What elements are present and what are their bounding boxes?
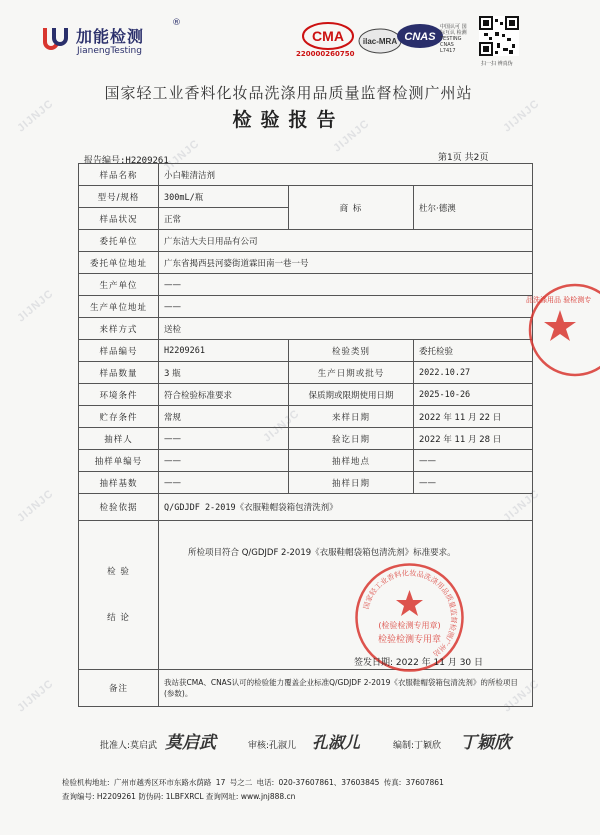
qr-code-icon[interactable]: [479, 16, 519, 56]
footer-query: 查询编号: H2209261 防伪码: 1LBFXRCL 查询网址: www.jnj888.cn: [62, 792, 296, 801]
table-cell: 2025-10-26: [414, 384, 533, 406]
table-label: 环境条件: [79, 384, 159, 406]
conclusion-label-line1: 检 验: [107, 567, 130, 577]
table-row: [79, 362, 533, 384]
table-cell: ——: [159, 472, 289, 494]
table-row: [79, 494, 533, 521]
conclusion-cell: [159, 521, 533, 670]
report-title: 检验报告: [232, 109, 345, 131]
table-label: 生产单位: [79, 274, 159, 296]
table-label: 抽样单编号: [79, 450, 159, 472]
report-number: 报告编号:H2209261: [84, 156, 169, 166]
table-cell: 2022 年 11 月 28 日: [414, 428, 533, 450]
table-row: [79, 318, 533, 340]
compiler: 编制:丁颖欣: [393, 741, 442, 751]
issue-date: 签发日期: 2022 年 11 月 30 日: [354, 658, 484, 668]
table-cell: 广东洁大夫日用品有公司: [159, 230, 533, 252]
table-label: 商 标: [289, 186, 414, 230]
table-cell: H2209261: [159, 340, 289, 362]
table-cell: 送检: [159, 318, 533, 340]
table-cell: 小白鞋清洁剂: [159, 164, 533, 186]
table-label: 样品状况: [79, 208, 159, 230]
table-cell: ——: [414, 472, 533, 494]
table-row: [79, 670, 533, 707]
table-label: 委托单位地址: [79, 252, 159, 274]
cnas-subtext: 中国认可 国际互认 检测 TESTING CNAS L7417: [440, 24, 467, 54]
table-cell: 符合检验标准要求: [159, 384, 289, 406]
watermark: JIJNJC: [501, 487, 543, 525]
ilac-text: ilac-MRA: [362, 37, 398, 46]
table-row: [79, 406, 533, 428]
table-row: [79, 252, 533, 274]
registered-mark: ®: [172, 18, 181, 28]
table-cell: ——: [414, 450, 533, 472]
table-cell: 广东省揭西县河婆街道霖田南一巷一号: [159, 252, 533, 274]
table-label: 来样日期: [289, 406, 414, 428]
table-label: 抽样地点: [289, 450, 414, 472]
watermark: JIJNJC: [15, 287, 57, 325]
table-cell: ——: [159, 450, 289, 472]
table-row: [79, 384, 533, 406]
table-label: 样品编号: [79, 340, 159, 362]
table-label: 检验依据: [79, 494, 159, 521]
table-cell: 委托检验: [414, 340, 533, 362]
table-cell: 2022 年 11 月 22 日: [414, 406, 533, 428]
watermark: JIJNJC: [501, 677, 543, 715]
page-number: 第1页 共2页: [438, 153, 489, 163]
side-seal-text: 品洗涤用品 验检测专: [526, 296, 592, 304]
cnas-logo-icon: [396, 22, 444, 50]
footer-address: 检验机构地址: 广州市越秀区环市东路水荫路 17 号之二 电话: 020-37607861、37603845 传真: 37607861: [62, 778, 444, 787]
table-row: [79, 186, 533, 208]
table-label: 型号/规格: [79, 186, 159, 208]
table-label: 抽样基数: [79, 472, 159, 494]
remark-cell: 我站获CMA、CNAS认可的检验能力覆盖企业标准Q/GDJDF 2-2019《衣服鞋帽袋箱包清洗剂》的所检项目(参数)。: [159, 670, 533, 707]
table-label: 抽样人: [79, 428, 159, 450]
table-row: [79, 340, 533, 362]
logo-mark-icon: [40, 24, 70, 54]
table-row: [79, 230, 533, 252]
table-row: [79, 450, 533, 472]
table-cell: ——: [159, 428, 289, 450]
approver-signature: 莫启武: [165, 733, 216, 753]
watermark: JIJNJC: [15, 97, 57, 135]
table-label: 生产单位地址: [79, 296, 159, 318]
side-seal-icon: [520, 280, 600, 380]
table-cell: 正常: [159, 208, 289, 230]
table-cell: 3 瓶: [159, 362, 289, 384]
logo-chinese: 加能检测: [76, 27, 145, 46]
table-label: 抽样日期: [289, 472, 414, 494]
reviewer: 审核:孔淑儿: [248, 741, 297, 751]
conclusion-label: [79, 521, 159, 670]
table-label: 备注: [79, 670, 159, 707]
table-row: [79, 428, 533, 450]
conclusion-text: 所检项目符合 Q/GDJDF 2-2019《衣服鞋帽袋箱包清洗剂》标准要求。: [188, 548, 456, 558]
table-cell: ——: [159, 296, 533, 318]
table-label: 验讫日期: [289, 428, 414, 450]
table-row: [79, 472, 533, 494]
table-row: [79, 164, 533, 186]
table-row: [79, 274, 533, 296]
table-cell: 300mL/瓶: [159, 186, 289, 208]
watermark: JIJNJC: [331, 117, 373, 155]
cma-text: CMA: [312, 28, 344, 44]
approver: 批准人:莫启武: [100, 741, 158, 751]
watermark: JIJNJC: [501, 97, 543, 135]
table-label: 生产日期或批号: [289, 362, 414, 384]
watermark: JIJNJC: [15, 487, 57, 525]
watermark: JIJNJC: [261, 407, 303, 445]
table-label: 来样方式: [79, 318, 159, 340]
conclusion-label-line2: 结 论: [107, 613, 130, 623]
table-cell: 杜尔·德澳: [414, 186, 533, 230]
seal-center-2: 检验检测专用章: [377, 635, 442, 645]
table-cell: Q/GDJDF 2-2019《衣服鞋帽袋箱包清洗剂》: [159, 494, 533, 521]
company-logo: [40, 14, 190, 64]
institution-title: 国家轻工业香料化妆品洗涤用品质量监督检测广州站: [104, 84, 473, 102]
qr-caption: 扫一扫 辨真伪: [481, 61, 513, 67]
certification-logos: [296, 16, 546, 66]
table-label: 贮存条件: [79, 406, 159, 428]
table-cell: 2022.10.27: [414, 362, 533, 384]
seal-ring-text: 国家轻工业香料化妆品洗涤用品质量监督检测广州站: [361, 568, 459, 659]
cnas-text: CNAS: [404, 31, 436, 43]
table-row: [79, 296, 533, 318]
compiler-signature: 丁颖欣: [460, 733, 511, 753]
cma-logo-icon: [302, 22, 354, 50]
table-cell: 常规: [159, 406, 289, 428]
logo-english: JianengTesting: [77, 46, 142, 56]
table-label: 保质期或限期使用日期: [289, 384, 414, 406]
cma-number: 220000260750: [296, 50, 355, 58]
table-label: 样品名称: [79, 164, 159, 186]
seal-center-1: (检验检测专用章): [378, 621, 441, 630]
table-label: 委托单位: [79, 230, 159, 252]
table-label: 样品数量: [79, 362, 159, 384]
table-label: 检验类别: [289, 340, 414, 362]
reviewer-signature: 孔淑儿: [312, 733, 361, 752]
table-cell: ——: [159, 274, 533, 296]
watermark: JIJNJC: [161, 137, 203, 175]
watermark: JIJNJC: [15, 677, 57, 715]
